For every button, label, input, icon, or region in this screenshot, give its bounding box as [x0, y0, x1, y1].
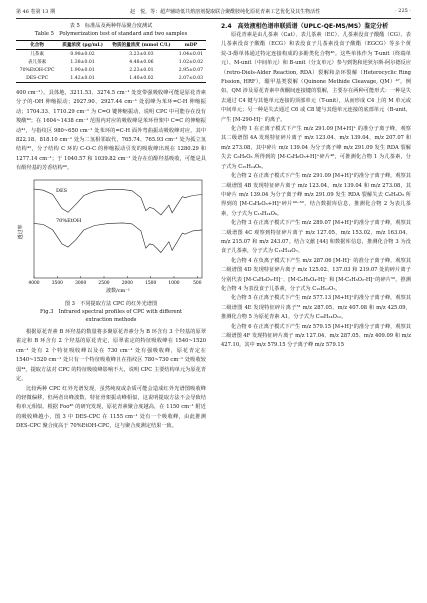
table-cell: 1.42±0.01 — [58, 74, 107, 83]
table-cell: 3.23±0.03 — [129, 51, 154, 57]
header-rule — [16, 18, 411, 19]
figure3-caption-en-1: Fig.3 Infrared spectral profiles of CPC with different — [39, 309, 183, 316]
body-paragraph: 化合物 4 在负离子模式下产生 m/z 287.06 [M-H]⁻ 的准分子离子峰，观察其二级谱图 4D 发现特征碎片离子 m/z 125.02、137.03 和 219.07 处的碎片离子分别代表 [M-C₈H₈O₃-H]⁻、[M-C₈H₆O₄-H]⁻ 和 [M-C₃H₅O₂-H]⁻的碎片⁵⁰，推测化合物 4 为表没食子儿茶素，分子式为 C₁₅H₁₂O₇。 — [221, 257, 411, 292]
table-header-cell: 化合物 — [16, 41, 58, 50]
table-cell: 70%EtOH-CPC — [19, 67, 55, 73]
body-paragraph: 化合物 1 在正离子模式下产生 m/z 291.09 [M+H]⁺ 的准分子离子峰，观察其二级谱图 4A 发现特征碎片离子 m/z 123.04、m/z 139.04、m/z 207.07 和 m/z 273.08，其中碎片 m/z 139.04 为分子离子峰 m/z 291.09 发生 RDA 裂解失去 C₈H₈O₃ 所得到的 [M-C₈H₈O₃+H]⁺碎片⁴⁸，可推测化合物 1 为儿茶素，分子式为 C₁₅H₁₄O₆。 — [221, 126, 411, 170]
table-row — [16, 50, 206, 59]
ir-spectrum-chart — [16, 178, 206, 294]
figure3 — [16, 178, 206, 298]
table-cell: 2.95±0.07 — [178, 67, 204, 73]
table-header-row — [16, 41, 206, 50]
table-cell: 2.07±0.03 — [176, 74, 206, 83]
body-paragraph: 化合物 3 在正离子模式下产生 m/z 289.07 [M+H]⁺的准分子离子峰，观察其二级谱图 4C 观察到特征碎片离子 m/z 127.05、m/z 153.02、m/z 163.04、m/z 215.07 和 m/z 243.07。结合文献 [44] 和数据库信息，推测化合物 3 为没食子儿茶素，分子式为 C₁₅H₁₄O₇。 — [221, 220, 411, 255]
body-paragraph: 化合物 5 在正离子模式下产生 m/z 577.13 [M+H]⁺的准分子离子峰，观察其二级谱图 4E 发现特征碎片离子⁵¹ m/z 287.05、m/z 407.08 和 m/z 425.09，推测化合物 5 为原花青素 A1，分子式为 C₃₀H₂₄O₁₂。 — [221, 295, 411, 321]
right-column — [221, 22, 411, 351]
plot-frame — [34, 180, 202, 278]
header-title: 赵 悦，等：超声辅助低共熔溶剂提取联合聚酰胺纯化原花青素工艺优化及其生物活性 — [130, 8, 321, 15]
table-cell: 1.02±0.02 — [178, 59, 204, 65]
x-axis-label: 波数/cm⁻¹ — [106, 287, 130, 294]
table-cell: 0.98±0.02 — [70, 51, 95, 57]
body-paragraph: 400 cm⁻¹）。具体地，3211.53、3274.5 cm⁻¹ 处宽带强吸收峰可能是原花青素分子的-OH 伸缩振动；2927.90、2927.44 cm⁻¹ 处弱峰为苯环=C-H 伸缩振动；1704.33、1710.29 cm⁻¹ 为 C=O 键伸缩振动，说明 CPC 中可能存在没有羧酸⁴⁰；在 1604~1438 cm⁻¹ 范围内对应的吸收峰是苯环骨架中 C=C 的伸缩振动⁴¹，与指纹区 980~650 cm⁻¹ 处苯环的=C-H 面外弯曲振动吸收峰对应，其中 822.18、818.10 cm⁻¹ 处为二氢相邻取代，765.74、765.93 cm⁻¹ 处为孤立氢结构⁴²，分子结构 C 环的 C-O-C 的伸缩振动引发的吸收峰出现在 1280.29 和 1277.14 cm⁻¹；于 1040.57 和 1039.82 cm⁻¹ 处存在伯醇羟基吸收，可能是具有酚羟基的芳香结构⁴³。 — [16, 90, 206, 172]
table-cell: 1.40±0.02 — [107, 74, 176, 83]
series-label-etoh: 70%EtOH — [56, 217, 82, 224]
series-label-des: DES — [56, 187, 68, 194]
table-row — [16, 74, 206, 83]
x-tick-label: 2000 — [121, 280, 133, 286]
body-paragraph: 化合物 6 在正离子模式下产生 m/z 579.15 [M+H]⁺的准分子离子峰，观察其二级谱图 4F 发现特征碎片离子 m/z 127.04、m/z 287.05、m/z 409.09 和 m/z 427.10。其中 m/z 579.15 分子离子峰 m/z 579.15 — [221, 323, 411, 349]
table-header-cell: 质量浓度 (μg/mL) — [58, 41, 107, 50]
x-tick-label: 1000 — [168, 280, 180, 286]
body-paragraph: 化合物 2 在正离子模式下产生 m/z 291.09 [M+H]⁺的准分子离子峰，观察其二级谱图 4B 发现特征碎片离子 m/z 123.04、m/z 139.04 和 m/z 273.08，其中碎片 m/z 139.04 为分子离子峰 m/z 291.09 发生 RDA 裂解失去 C₈H₈O₃ 所得到的 [M-C₈H₈O₃+H]⁺碎片⁴⁹⁻⁵⁰，结合数据库信息，推测化合物 2 为表儿茶素，分子式为 C₁₅H₁₄O₆。 — [221, 173, 411, 217]
table5-caption-en: Table 5 Polymerization test of standard and two samples — [34, 31, 188, 37]
body-paragraph: 根据原花青素 B 环羟基的数量将多聚原花青素分为 B 环含有 3 个羟基的原翠雀定和 B 环含有 2 个羟基的原花青定，原翠雀定的特征吸收峰在 1540~1520 cm⁻¹ 处有 2 个特征吸收峰以及在 730 cm⁻¹ 处有强吸收峰，原花青定在 1540~1520 cm⁻¹ 处只有一个特征吸收峰且在指纹区 780~730 cm⁻¹ 处吸收较弱⁴⁴，提取方法对 CPC 的特征吸收峰影响不大，说明 CPC 主要结构单元为原花青定。 — [16, 329, 206, 383]
table-cell: 1.90±0.01 — [70, 67, 95, 73]
table-header-cell: mDP — [176, 41, 206, 50]
running-header — [16, 6, 411, 16]
table5 — [16, 40, 206, 83]
x-tick-label: 2500 — [98, 280, 110, 286]
table-cell: 4.48±0.06 — [129, 59, 154, 65]
body-paragraph: 原花青素是由儿茶素（Cat）、表儿茶素（EC）、儿茶素没食子酸酯（CG）、表儿茶素没食子酸酯（ECG）和表没食子儿茶素没食子酸酯（EGCG）等多个黄烷-3-醇单体通过特定连接构成的多酚类化合物⁴⁶。这些单体作为 T-unit（终端单元）、M-unit（中间单元）和 B-unit（分支单元）参与到饱和逆狄尔斯-阿尔德反应（retro-Diels-Alder Reaction, RDA）裂解和杂环裂解（Heterocyclic Ring Fission, HRF），醌甲基类裂解（Quinone Methide Cleavage, QM）⁴⁷。例如，QM 涉及原花青素中黄酮间连接键的裂解，主要存在两种可能形式：一种是失去通过 C4 键与其他单元连接的顶部单元（T-unit），从而形成 C4 上的 M 单元或中间单元；另一种是失去通过 C6 或 C8 键与其他单元连接的底部单元（B-unit，产生 [M-290-H]⁻ 的离子。 — [221, 32, 412, 123]
table-row — [16, 66, 206, 74]
left-column — [16, 22, 206, 432]
x-tick-label: 500 — [193, 280, 202, 286]
table-row — [16, 58, 206, 66]
table-cell: 儿茶素 — [30, 51, 44, 57]
x-tick-label: 1500 — [145, 280, 157, 286]
header-issue: 第 46 卷第 13 期 — [16, 8, 56, 15]
x-tick-label: 3000 — [75, 280, 87, 286]
table-cell: 1.38±0.01 — [70, 59, 95, 65]
x-tick-label: 3500 — [51, 280, 63, 286]
table-header-cell: 物质的量浓度 (mmol C/L) — [107, 41, 176, 50]
body-paragraph: 比较两种 CPC 红外光谱发现，虽然纯度或杂质可能会造成红外光谱图吸收峰的轻微偏移，但两者出峰波数、特征骨架振动峰相似，这说明提取方法不会导致结构单元相似。根据 Foo⁴⁵ 的研究发现，原花青素聚合度越高，在 1150 cm⁻¹ 附近的吸收峰越小，图 3 中 DES-CPC 在 1155 cm⁻¹ 处有一个吸收峰，由此推测 DES-CPC 聚合度高于 70%EtOH-CPC，这与聚合度测定结果一致。 — [16, 385, 206, 430]
y-axis-label: 透过率 — [18, 224, 24, 240]
table-cell: 1.04±0.01 — [178, 51, 204, 57]
figure3-caption-en-2: extraction methods — [85, 317, 137, 324]
table5-caption-cn: 表 5 标准品及两种样品聚合度测试 — [69, 23, 153, 29]
figure3-caption-cn: 图 3 不同提取方法 CPC 的红外光谱图 — [64, 301, 158, 308]
series-line-etoh — [34, 223, 202, 253]
header-page: · 225 · — [395, 8, 411, 14]
table-cell: 2.23±0.01 — [129, 67, 154, 73]
table-cell: 表儿茶素 — [27, 59, 47, 65]
table-cell: DES-CPC — [16, 74, 58, 83]
section-heading: 2.4 高效液相色谱串联质谱（UPLC-QE-MS/MS）鉴定分析 — [221, 23, 389, 30]
x-tick-label: 4000 — [28, 280, 40, 286]
